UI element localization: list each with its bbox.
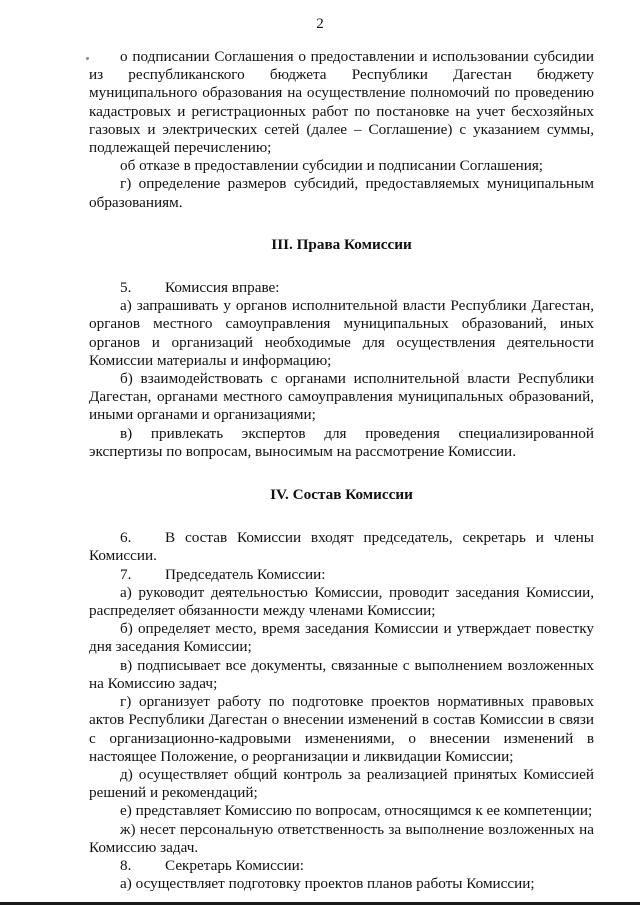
- intro-paragraph-2: об отказе в предоставлении субсидии и подписании Соглашения;: [120, 157, 544, 175]
- clause-7-text: Председатель Комиссии:: [165, 565, 326, 583]
- clause-5-text: Комиссия вправе:: [165, 279, 280, 297]
- clause-7-item-a: а) руководит деятельностью Комиссии, проводит заседания Комиссии, распределяет обязанности между членами Комиссии;: [89, 583, 594, 620]
- clause-6: [89, 529, 594, 565]
- intro-paragraph-1: о подписании Соглашения о предоставлении и использовании субсидии из республиканского бюджета Республики Дагестан бюджету муниципального образования на осуществление полномочий по проведению кадастровых и регистрационных работ по постановке на учет бесхозяйных газовых и электрических сетей (далее – Соглашение) с указанием суммы, подлежащей перечислению;: [89, 48, 594, 157]
- clause-7: [89, 566, 594, 584]
- section-heading-4: IV. Состав Комиссии: [270, 486, 413, 504]
- clause-7-item-c: в) подписывает все документы, связанные с выполнением возложенных на Комиссию задач;: [89, 656, 594, 692]
- section-heading-3: III. Права Комиссии: [271, 235, 412, 253]
- clause-8-number: 8.: [120, 856, 132, 874]
- clause-7-item-g: ж) несет персональную ответственность за выполнение возложенных на Комиссию задач.: [89, 820, 594, 856]
- clause-5-item-c: в) привлекать экспертов для проведения специализированной экспертизы по вопросам, выносимым на рассмотрение Комиссии.: [89, 424, 594, 460]
- clause-8-text: Секретарь Комиссии:: [165, 856, 305, 874]
- clause-6-number: 6.: [120, 529, 132, 547]
- clause-5-item-a: а) запрашивать у органов исполнительной власти Республики Дагестан, органов местного самоуправления муниципальных образований, иных органов и организаций необходимые для осуществления деятельности Комиссии материалы и информацию;: [89, 297, 594, 369]
- clause-7-item-f: е) представляет Комиссию по вопросам, относящимся к ее компетенции;: [120, 802, 593, 820]
- clause-5-item-b: б) взаимодействовать с органами исполнительной власти Республики Дагестан, органами местного самоуправления муниципальных образований, иными органами и организациями;: [89, 370, 594, 424]
- clause-5: [89, 279, 594, 297]
- clause-8: [89, 857, 594, 875]
- page-number: 2: [316, 16, 324, 32]
- clause-5-number: 5.: [120, 279, 132, 297]
- clause-8-item-a: а) осуществляет подготовку проектов планов работы Комиссии;: [120, 875, 535, 893]
- clause-7-number: 7.: [120, 565, 132, 583]
- clause-7-item-d: г) организует работу по подготовке проектов нормативных правовых актов Республики Дагестан о внесении изменений в состав Комиссии в связи с организационно-кадровыми изменениями, о внесении изменений в настоящее Положение, о реорганизации и ликвидации Комиссии;: [89, 693, 594, 765]
- clause-6-text: В состав Комиссии входят председатель, секретарь и члены Комиссии.: [89, 529, 594, 565]
- clause-7-item-e: д) осуществляет общий контроль за реализацией принятых Комиссией решений и рекомендаций;: [89, 765, 594, 802]
- clause-7-item-b: б) определяет место, время заседания Комиссии и утверждает повестку дня заседания Комиссии;: [89, 620, 594, 656]
- intro-paragraph-3: г) определение размеров субсидий, предоставляемых муниципальным образованиям.: [89, 175, 594, 211]
- document-body: [89, 48, 594, 893]
